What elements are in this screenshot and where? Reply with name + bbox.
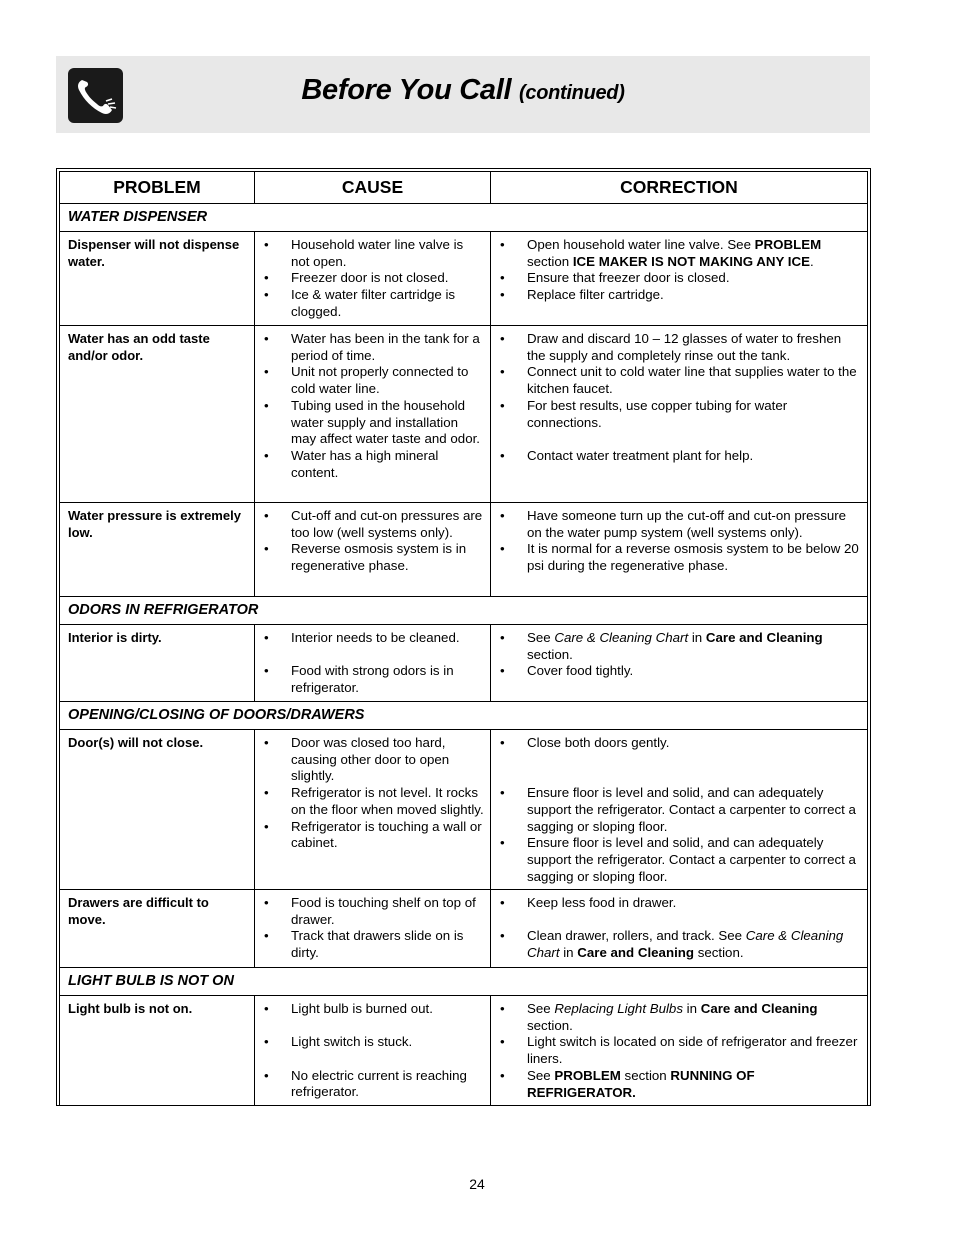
cause-item: • Tubing used in the household water supply and installation may affect water taste and odor. [261, 398, 484, 448]
correction-item: • Connect unit to cold water line that supplies water to the kitchen faucet. [497, 364, 861, 397]
cause-item: • Interior needs to be cleaned. [261, 630, 484, 647]
problem-cell: Water has an odd taste and/or odor. [60, 326, 255, 503]
cause-item: • Food is touching shelf on top of drawer. [261, 895, 484, 928]
cause-item: • Track that drawers slide on is dirty. [261, 928, 484, 961]
correction-item: • Clean drawer, rollers, and track. See Care & Cleaning Chart in Care and Cleaning section. [497, 928, 861, 961]
cause-cell [255, 503, 491, 597]
cause-item: • Refrigerator is touching a wall or cabinet. [261, 819, 484, 852]
page-header [56, 56, 870, 133]
correction-item: • See Care & Cleaning Chart in Care and Cleaning section. [497, 630, 861, 663]
cause-item: • Household water line valve is not open. [261, 237, 484, 270]
cause-item: • Door was closed too hard, causing other door to open slightly. [261, 735, 484, 785]
correction-cell [491, 503, 868, 597]
table-header-row [60, 172, 868, 204]
correction-item: • Ensure that freezer door is closed. [497, 270, 861, 287]
correction-cell [491, 890, 868, 968]
cause-item: • No electric current is reaching refrigerator. [261, 1068, 484, 1101]
cause-cell [255, 232, 491, 326]
problem-cell: Drawers are difficult to move. [60, 890, 255, 968]
cause-cell [255, 326, 491, 503]
correction-item: • Light switch is located on side of refrigerator and freezer liners. [497, 1034, 861, 1067]
table-row [60, 503, 868, 597]
cause-item: • Light bulb is burned out. [261, 1001, 484, 1018]
table-row [60, 730, 868, 890]
correction-cell [491, 232, 868, 326]
problem-cell: Light bulb is not on. [60, 996, 255, 1106]
problem-cell: Interior is dirty. [60, 625, 255, 702]
correction-item: • Open household water line valve. See PROBLEM section ICE MAKER IS NOT MAKING ANY ICE. [497, 237, 861, 270]
table-row [60, 996, 868, 1106]
cause-item: • Light switch is stuck. [261, 1034, 484, 1051]
correction-item: • Ensure floor is level and solid, and can adequately support the refrigerator. Contact a carpenter to correct a sagging or sloping floor. [497, 785, 861, 835]
correction-cell [491, 326, 868, 503]
cause-item: • Water has been in the tank for a period of time. [261, 331, 484, 364]
problem-cell: Door(s) will not close. [60, 730, 255, 890]
cause-item: • Freezer door is not closed. [261, 270, 484, 287]
title-main: Before You Call [301, 74, 512, 106]
correction-item: • Contact water treatment plant for help. [497, 448, 861, 465]
cause-item: • Water has a high mineral content. [261, 448, 484, 481]
problem-cell: Dispenser will not dispense water. [60, 232, 255, 326]
cause-cell [255, 996, 491, 1106]
correction-item: • Keep less food in drawer. [497, 895, 861, 912]
table-row [60, 232, 868, 326]
correction-item: • See Replacing Light Bulbs in Care and Cleaning section. [497, 1001, 861, 1034]
correction-item: • Cover food tightly. [497, 663, 861, 680]
page-number: 24 [469, 1176, 485, 1192]
cause-cell [255, 730, 491, 890]
cause-cell [255, 625, 491, 702]
cause-cell [255, 890, 491, 968]
title-suffix: (continued) [519, 82, 625, 104]
cause-item: • Reverse osmosis system is in regenerative phase. [261, 541, 484, 574]
correction-item: • It is normal for a reverse osmosis system to be below 20 psi during the regenerative phase. [497, 541, 861, 574]
cause-item: • Refrigerator is not level. It rocks on the floor when moved slightly. [261, 785, 484, 818]
problem-cell: Water pressure is extremely low. [60, 503, 255, 597]
correction-cell [491, 730, 868, 890]
correction-item: • Draw and discard 10 – 12 glasses of water to freshen the supply and completely rinse out the tank. [497, 331, 861, 364]
cause-item: • Unit not properly connected to cold water line. [261, 364, 484, 397]
correction-item: • For best results, use copper tubing for water connections. [497, 398, 861, 431]
troubleshooting-table [56, 168, 871, 1106]
correction-item: • See PROBLEM section RUNNING OF REFRIGERATOR. [497, 1068, 861, 1101]
column-header-cause: CAUSE [255, 172, 491, 204]
table-row [60, 890, 868, 968]
correction-item: • Replace filter cartridge. [497, 287, 861, 304]
section-heading: LIGHT BULB IS NOT ON [60, 968, 868, 996]
correction-item: • Ensure floor is level and solid, and can adequately support the refrigerator. Contact a carpenter to correct a sagging or sloping floor. [497, 835, 861, 885]
cause-item: • Ice & water filter cartridge is clogged. [261, 287, 484, 320]
correction-item: • Have someone turn up the cut-off and cut-on pressure on the water pump system (well systems only). [497, 508, 861, 541]
table-row [60, 326, 868, 503]
correction-cell [491, 625, 868, 702]
section-heading: WATER DISPENSER [60, 204, 868, 232]
correction-cell [491, 996, 868, 1106]
correction-item: • Close both doors gently. [497, 735, 861, 752]
column-header-problem: PROBLEM [60, 172, 255, 204]
cause-item: • Cut-off and cut-on pressures are too low (well systems only). [261, 508, 484, 541]
column-header-correction: CORRECTION [491, 172, 868, 204]
page-title [56, 74, 870, 107]
cause-item: • Food with strong odors is in refrigerator. [261, 663, 484, 696]
table-row [60, 625, 868, 702]
section-heading: OPENING/CLOSING OF DOORS/DRAWERS [60, 702, 868, 730]
section-heading: ODORS IN REFRIGERATOR [60, 597, 868, 625]
